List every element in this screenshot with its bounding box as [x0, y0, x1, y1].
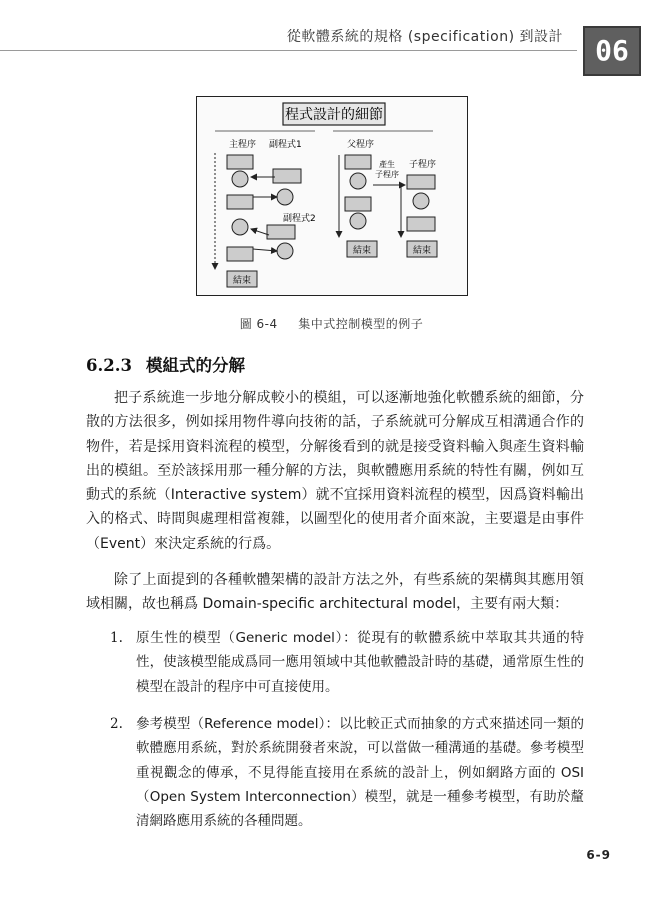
section-heading	[86, 352, 245, 376]
page-number: 6-9	[586, 848, 611, 862]
main-circle-2	[232, 219, 248, 235]
figure-diagram	[196, 96, 468, 296]
child-process-label: 子程序	[409, 160, 437, 170]
child-box-2	[407, 217, 435, 231]
spawn-label-1: 產生	[379, 160, 395, 169]
main-box-3	[227, 247, 253, 261]
subprogram1-label: 副程式1	[269, 140, 302, 150]
list-text-2: 參考模型（Reference model）：以比較正式而抽象的方式來描述同一類的軟體應用系統，對於系統開發者來說，可以當做一種溝通的基礎。參考模型重視觀念的傳承，不見得能直接用在系統的設計上，例如網路方面的 OSI（Open System Interconnection）模型，就是一種參考模型，有助於釐清網路應用系統的各種問題。	[136, 716, 584, 830]
list-marker-2: 2.	[110, 716, 123, 732]
figure-caption-text: 集中式控制模型的例子	[298, 317, 424, 331]
main-box-1	[227, 155, 253, 169]
parent-box-1	[345, 155, 371, 169]
section-title: 模組式的分解	[145, 356, 245, 375]
sub1-circle	[277, 189, 293, 205]
list-marker-1: 1.	[110, 630, 123, 646]
list-text-1: 原生性的模型（Generic model）：從現有的軟體系統中萃取其共通的特性，使該模型能成爲同一應用領域中其他軟體設計時的基礎，通常原生性的模型在設計的程序中可直接使用。	[136, 630, 584, 695]
running-header-title: 從軟體系統的規格 (specification) 到設計	[286, 29, 563, 45]
parent-circle-1	[350, 173, 366, 189]
parent-process-label: 父程序	[347, 140, 375, 150]
sub2-box	[267, 225, 295, 239]
end-label-right-2: 結束	[412, 246, 432, 256]
child-box-1	[407, 175, 435, 189]
chapter-number-tab: 06	[583, 26, 641, 76]
section-number: 6.2.3	[86, 356, 132, 375]
parent-circle-2	[350, 213, 366, 229]
main-box-2	[227, 195, 253, 209]
spawn-label-2: 子程序	[375, 170, 399, 179]
figure-caption	[0, 315, 663, 332]
figure-title: 程式設計的細節	[285, 107, 383, 123]
end-label-left: 結束	[232, 276, 252, 286]
child-circle-1	[413, 193, 429, 209]
sub2-circle	[277, 243, 293, 259]
main-circle-1	[232, 171, 248, 187]
sub1-box	[273, 169, 301, 183]
return-arrow-2	[253, 249, 277, 251]
control-model-diagram	[197, 97, 469, 297]
body-paragraph-1: 把子系統進一步地分解成較小的模組，可以逐漸地強化軟體系統的細節，分散的方法很多，例如採用物件導向技術的話，子系統就可分解成互相溝通合作的物件，若是採用資料流程的模型，分解後看到的就是接受資料輸入與產生資料輸出的模組。至於該採用那一種分解的方法，與軟體應用系統的特性有關，例如互動式的系統（Interactive system）就不宜採用資料流程的模型，因爲資料輸出入的格式、時間與處理相當複雜，以圖型化的使用者介面來說，主要還是由事件（Event）來決定系統的行爲。	[86, 390, 584, 552]
call-arrow-2	[251, 229, 269, 235]
figure-caption-prefix: 圖 6-4	[239, 317, 278, 331]
parent-box-2	[345, 197, 371, 211]
header-rule	[0, 50, 577, 51]
end-label-right-1: 結束	[352, 246, 372, 256]
main-program-label: 主程序	[229, 140, 257, 150]
body-paragraph-2: 除了上面提到的各種軟體架構的設計方法之外，有些系統的架構與其應用領域相關，故也稱爲 Domain-specific architectural model，主要有兩大類：	[86, 572, 584, 613]
subprogram2-label: 副程式2	[283, 214, 316, 224]
